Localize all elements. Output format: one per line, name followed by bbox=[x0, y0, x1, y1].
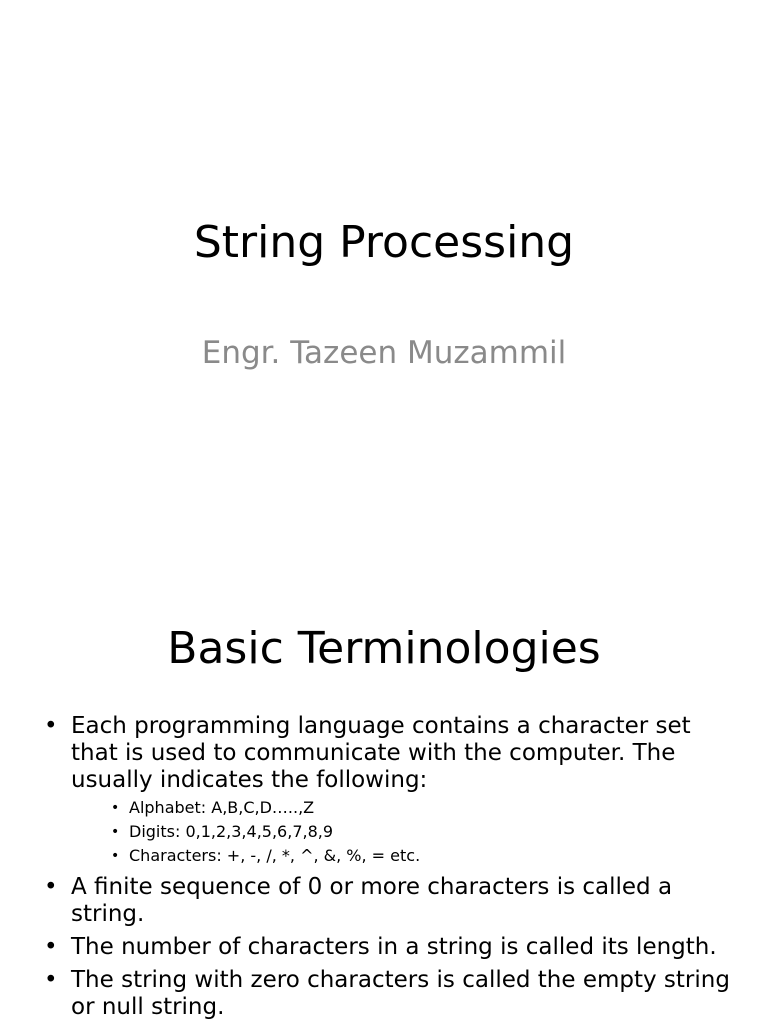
bullet-item bbox=[44, 934, 734, 961]
bullet-item bbox=[44, 874, 734, 928]
bullet-text: The number of characters in a string is called its length. bbox=[71, 934, 717, 960]
slide-heading: Basic Terminologies bbox=[167, 623, 601, 674]
bullet-item bbox=[44, 967, 734, 1021]
slide-subtitle: Engr. Tazeen Muzammil bbox=[201, 335, 567, 371]
sub-bullet-item: • Characters: +, -, /, *, ^, &, %, = etc. bbox=[111, 844, 734, 868]
sub-bullet-item: • Digits: 0,1,2,3,4,5,6,7,8,9 bbox=[111, 820, 734, 844]
bullet-text: Each programming language contains a character set that is used to communicate with the computer. The usually indicates the following: bbox=[71, 713, 691, 793]
sub-bullet-item: • Alphabet: A,B,C,D…..,Z bbox=[111, 796, 734, 820]
sub-bullet-list bbox=[71, 796, 734, 868]
bullet-item bbox=[44, 713, 734, 868]
bullet-text: The string with zero characters is called the empty string or null string. bbox=[71, 967, 730, 1020]
bullet-text: A finite sequence of 0 or more characters is called a string. bbox=[71, 874, 673, 927]
slide-title: String Processing bbox=[193, 217, 575, 268]
terminology-slide bbox=[0, 576, 768, 1024]
bullet-list bbox=[44, 713, 734, 1024]
